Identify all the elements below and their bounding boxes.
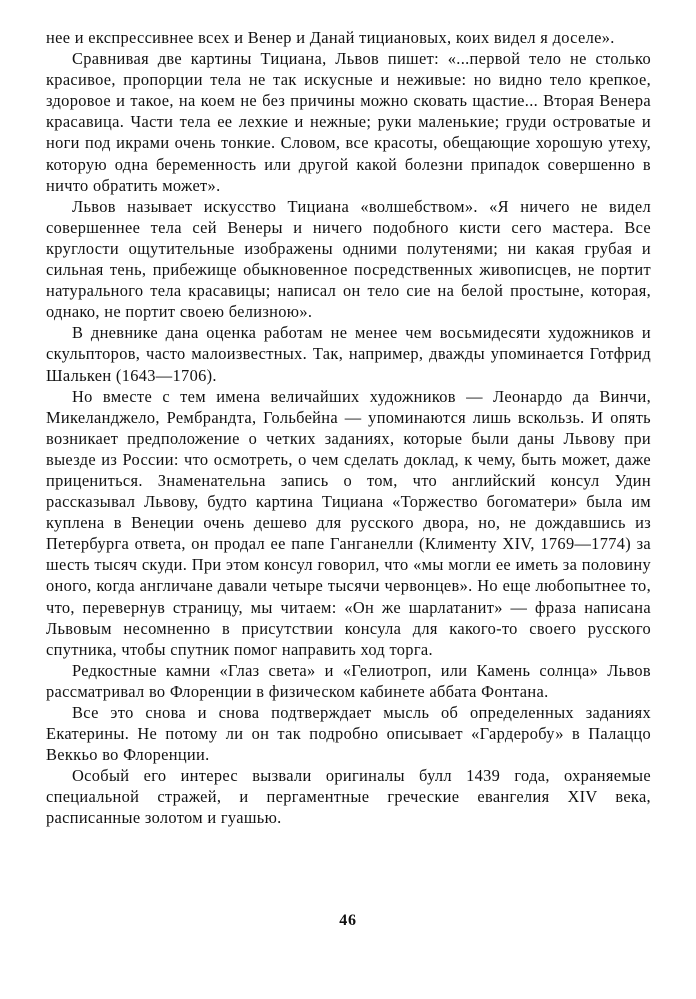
paragraph-titian-comparison: Сравнивая две картины Тициана, Львов пишет: «...первой тело не столько красивое, пропорции тела не так искусные и неживые: но видно тело крепкое, здоровое и такое, на коем не без причины можно сковать щастие... Вторая Венера красавица. Части тела ее лехкие и нежные; руки маленькие; груди островатые и ноги под икрами очень тонкие. Словом, все красоты, обещающие хорошую утеху, которую одна беременность или другой какой болезни припадок совершенно в ничто обратить может».: [46, 49, 651, 195]
paragraph-rare-stones: Редкостные камни «Глаз света» и «Гелиотроп, или Камень солнца» Львов рассматривал во Флоренции в физическом кабинете аббата Фонтана.: [46, 660, 651, 701]
body-text: [46, 27, 651, 829]
page-number: 46: [339, 912, 357, 929]
paragraph-titian-magic: Львов называет искусство Тициана «волшебством». «Я ничего не видел совершеннее тела сей Венеры и ничего подобного кисти сего мастера. Все круглости ощутительные изображены одними полутенями; ни какая грубая и сильная тень, прибежище обыкновенное посредственных живописцев, не портит натурального тела красавицы; написал он тело сие на белой простыне, которая, однако, не портит своею белизною».: [46, 196, 651, 322]
paragraph-catherine-tasks: Все это снова и снова подтверждает мысль об определенных заданиях Екатерины. Не потому ли он так подробно описывает «Гардеробу» в Палаццо Веккьо во Флоренции.: [46, 703, 651, 765]
paragraph-bulls-gospels: Особый его интерес вызвали оригиналы булл 1439 года, охраняемые специальной стражей, и пергаментные греческие евангелия XIV века, расписанные золотом и гуашью.: [46, 766, 651, 828]
paragraph-continuation: нее и експрессивнее всех и Венер и Данай тициановых, коих видел я доселе».: [46, 28, 615, 47]
paragraph-great-artists: Но вместе с тем имена величайших художников — Леонардо да Винчи, Микеланджело, Рембрандта, Гольбейна — упоминаются лишь вскользь. И опять возникает предположение о четких заданиях, которые были даны Львову при выезде из России: что осмотреть, о чем сделать доклад, к чему, быть может, даже прицениться. Знаменательна запись о том, что английский консул Удин рассказывал Львову, будто картина Тициана «Торжество богоматери» была им куплена в Венеции очень дешево для русского двора, но, не дождавшись из Петербурга ответа, он продал ее папе Ганганелли (Клименту XIV, 1769—1774) за шесть тысяч скуди. При этом консул говорил, что «мы могли ее иметь за половину оного, когда англичане давали четыре тысячи червонцев». Но еще любопытнее то, что, перевернув страницу, мы читаем: «Он же шарлатанит» — фраза написана Львовым несомненно в присутствии консула для какого-то своего русского спутника, чтобы спутник помог направить ход торга.: [46, 386, 651, 659]
paragraph-diary-artists: В дневнике дана оценка работам не менее чем восьмидесяти художников и скульпторов, часто малоизвестных. Так, например, дважды упоминается Готфрид Шалькен (1643—1706).: [46, 323, 651, 385]
